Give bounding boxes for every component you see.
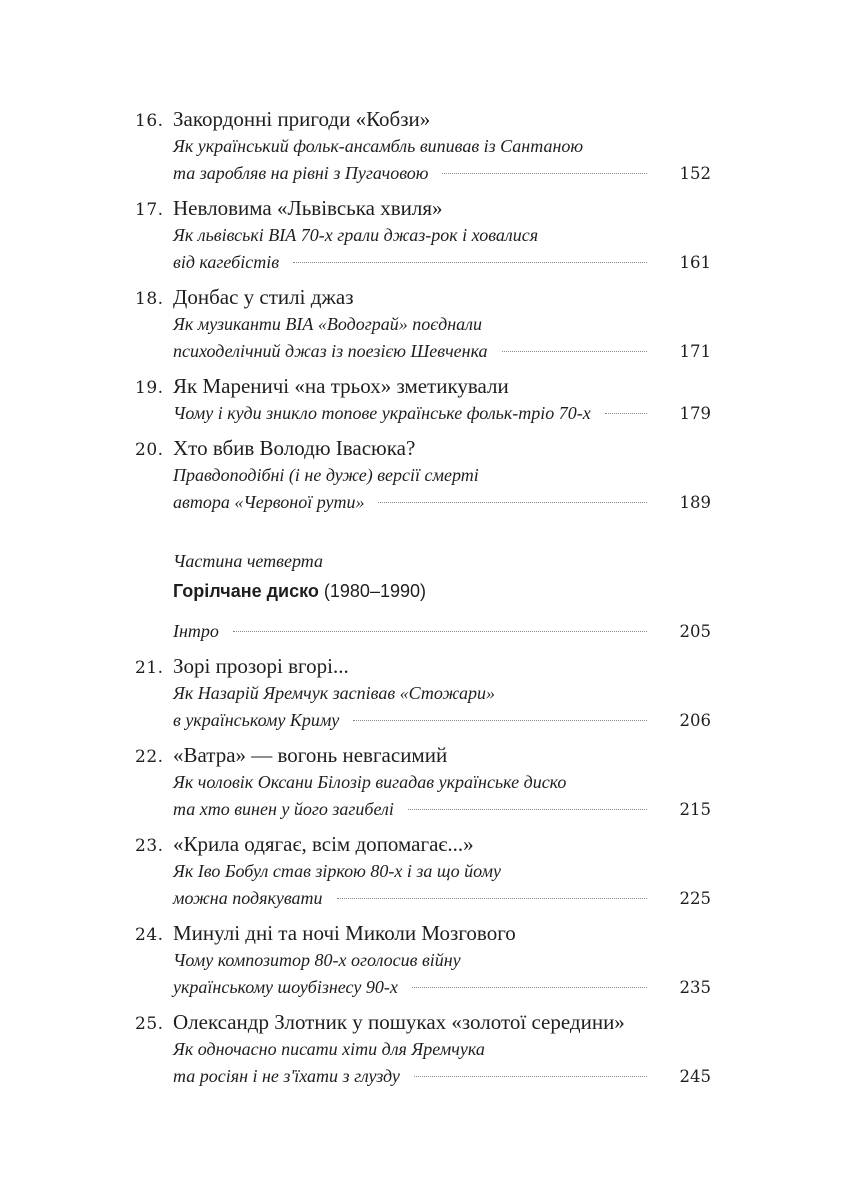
part-title [173, 576, 711, 606]
page-number: 179 [679, 404, 711, 423]
chapter-number: 23. [135, 836, 164, 856]
dot-leader [408, 809, 647, 810]
chapter-subtitle: психоделічний джаз із поезією Шевченка [173, 341, 488, 361]
chapter-number: 16. [135, 111, 164, 131]
dot-leader [412, 987, 647, 988]
part-range: (1980–1990) [318, 581, 426, 601]
chapter-number: 22. [135, 747, 164, 767]
toc-entry[interactable] [135, 284, 711, 365]
toc-entry[interactable] [135, 373, 711, 427]
toc-entry-intro[interactable] [135, 618, 711, 645]
toc-group-part-three [135, 106, 711, 516]
page-number: 205 [679, 622, 711, 641]
toc-entry[interactable] [135, 1009, 711, 1090]
page-number: 245 [679, 1067, 711, 1086]
page-number: 171 [679, 342, 711, 361]
page-number: 215 [679, 800, 711, 819]
chapter-subtitle: Як Назарій Яремчук заспівав «Стожари» [173, 683, 495, 703]
toc-entry[interactable] [135, 195, 711, 276]
chapter-subtitle: та заробляв на рівні з Пугачовою [173, 163, 429, 183]
chapter-subtitle: від кагебістів [173, 252, 280, 272]
dot-leader [502, 351, 647, 352]
page-number: 161 [679, 253, 711, 272]
chapter-subtitle: Чому і куди зникло топове українське фольк-тріо 70-х [173, 403, 591, 423]
chapter-title: «Крила одягає, всім допомагає...» [173, 832, 474, 856]
chapter-title: Невловима «Львівська хвиля» [173, 196, 443, 220]
dot-leader [337, 898, 647, 899]
page-number: 225 [679, 889, 711, 908]
intro-title: Інтро [173, 621, 219, 641]
chapter-number: 19. [135, 378, 164, 398]
part-title-text: Горілчане диско [173, 581, 319, 601]
chapter-subtitle: Як Іво Бобул став зіркою 80-х і за що йому [173, 861, 501, 881]
page-number: 152 [679, 164, 711, 183]
chapter-subtitle: та хто винен у його загибелі [173, 799, 394, 819]
part-heading [135, 546, 711, 606]
chapter-subtitle: Як львівські ВІА 70-х грали джаз-рок і ховалися [173, 225, 539, 245]
dot-leader [442, 173, 647, 174]
toc-entry[interactable] [135, 106, 711, 187]
chapter-number: 18. [135, 289, 164, 309]
chapter-title: «Ватра» — вогонь невгасимий [173, 743, 448, 767]
chapter-subtitle: автора «Червоної рути» [173, 492, 365, 512]
chapter-number: 20. [135, 440, 164, 460]
toc-entry[interactable] [135, 435, 711, 516]
chapter-subtitle: можна подякувати [173, 888, 323, 908]
chapter-title: Олександр Злотник у пошуках «золотої середини» [173, 1010, 625, 1034]
page-number: 206 [679, 711, 711, 730]
dot-leader [605, 413, 647, 414]
table-of-contents [135, 106, 711, 1098]
part-label: Частина четверта [173, 551, 323, 571]
chapter-subtitle: Як чоловік Оксани Білозір вигадав українське диско [173, 772, 567, 792]
chapter-title: Закордонні пригоди «Кобзи» [173, 107, 431, 131]
chapter-subtitle: Чому композитор 80-х оголосив війну [173, 950, 461, 970]
chapter-title: Хто вбив Володю Івасюка? [173, 436, 416, 460]
chapter-subtitle: Як музиканти ВІА «Водограй» поєднали [173, 314, 483, 334]
chapter-subtitle: Правдоподібні (і не дуже) версії смерті [173, 465, 479, 485]
dot-leader [378, 502, 647, 503]
chapter-title: Донбас у стилі джаз [173, 285, 354, 309]
toc-group-part-four [135, 653, 711, 1090]
page-number: 189 [679, 493, 711, 512]
toc-entry[interactable] [135, 920, 711, 1001]
dot-leader [233, 631, 647, 632]
toc-entry[interactable] [135, 831, 711, 912]
chapter-number: 24. [135, 925, 164, 945]
chapter-title: Як Мареничі «на трьох» зметикували [173, 374, 509, 398]
chapter-number: 21. [135, 658, 164, 678]
chapter-subtitle: українському шоубізнесу 90-х [173, 977, 398, 997]
chapter-title: Минулі дні та ночі Миколи Мозгового [173, 921, 516, 945]
toc-entry[interactable] [135, 653, 711, 734]
chapter-title: Зорі прозорі вгорі... [173, 654, 349, 678]
chapter-number: 25. [135, 1014, 164, 1034]
chapter-number: 17. [135, 200, 164, 220]
dot-leader [414, 1076, 647, 1077]
chapter-subtitle: Як український фольк-ансамбль випивав із Сантаною [173, 136, 584, 156]
chapter-subtitle: Як одночасно писати хіти для Яремчука [173, 1039, 485, 1059]
chapter-subtitle: в українському Криму [173, 710, 340, 730]
page-number: 235 [679, 978, 711, 997]
toc-entry[interactable] [135, 742, 711, 823]
chapter-subtitle: та росіян і не з'їхати з глузду [173, 1066, 400, 1086]
dot-leader [293, 262, 647, 263]
dot-leader [353, 720, 647, 721]
